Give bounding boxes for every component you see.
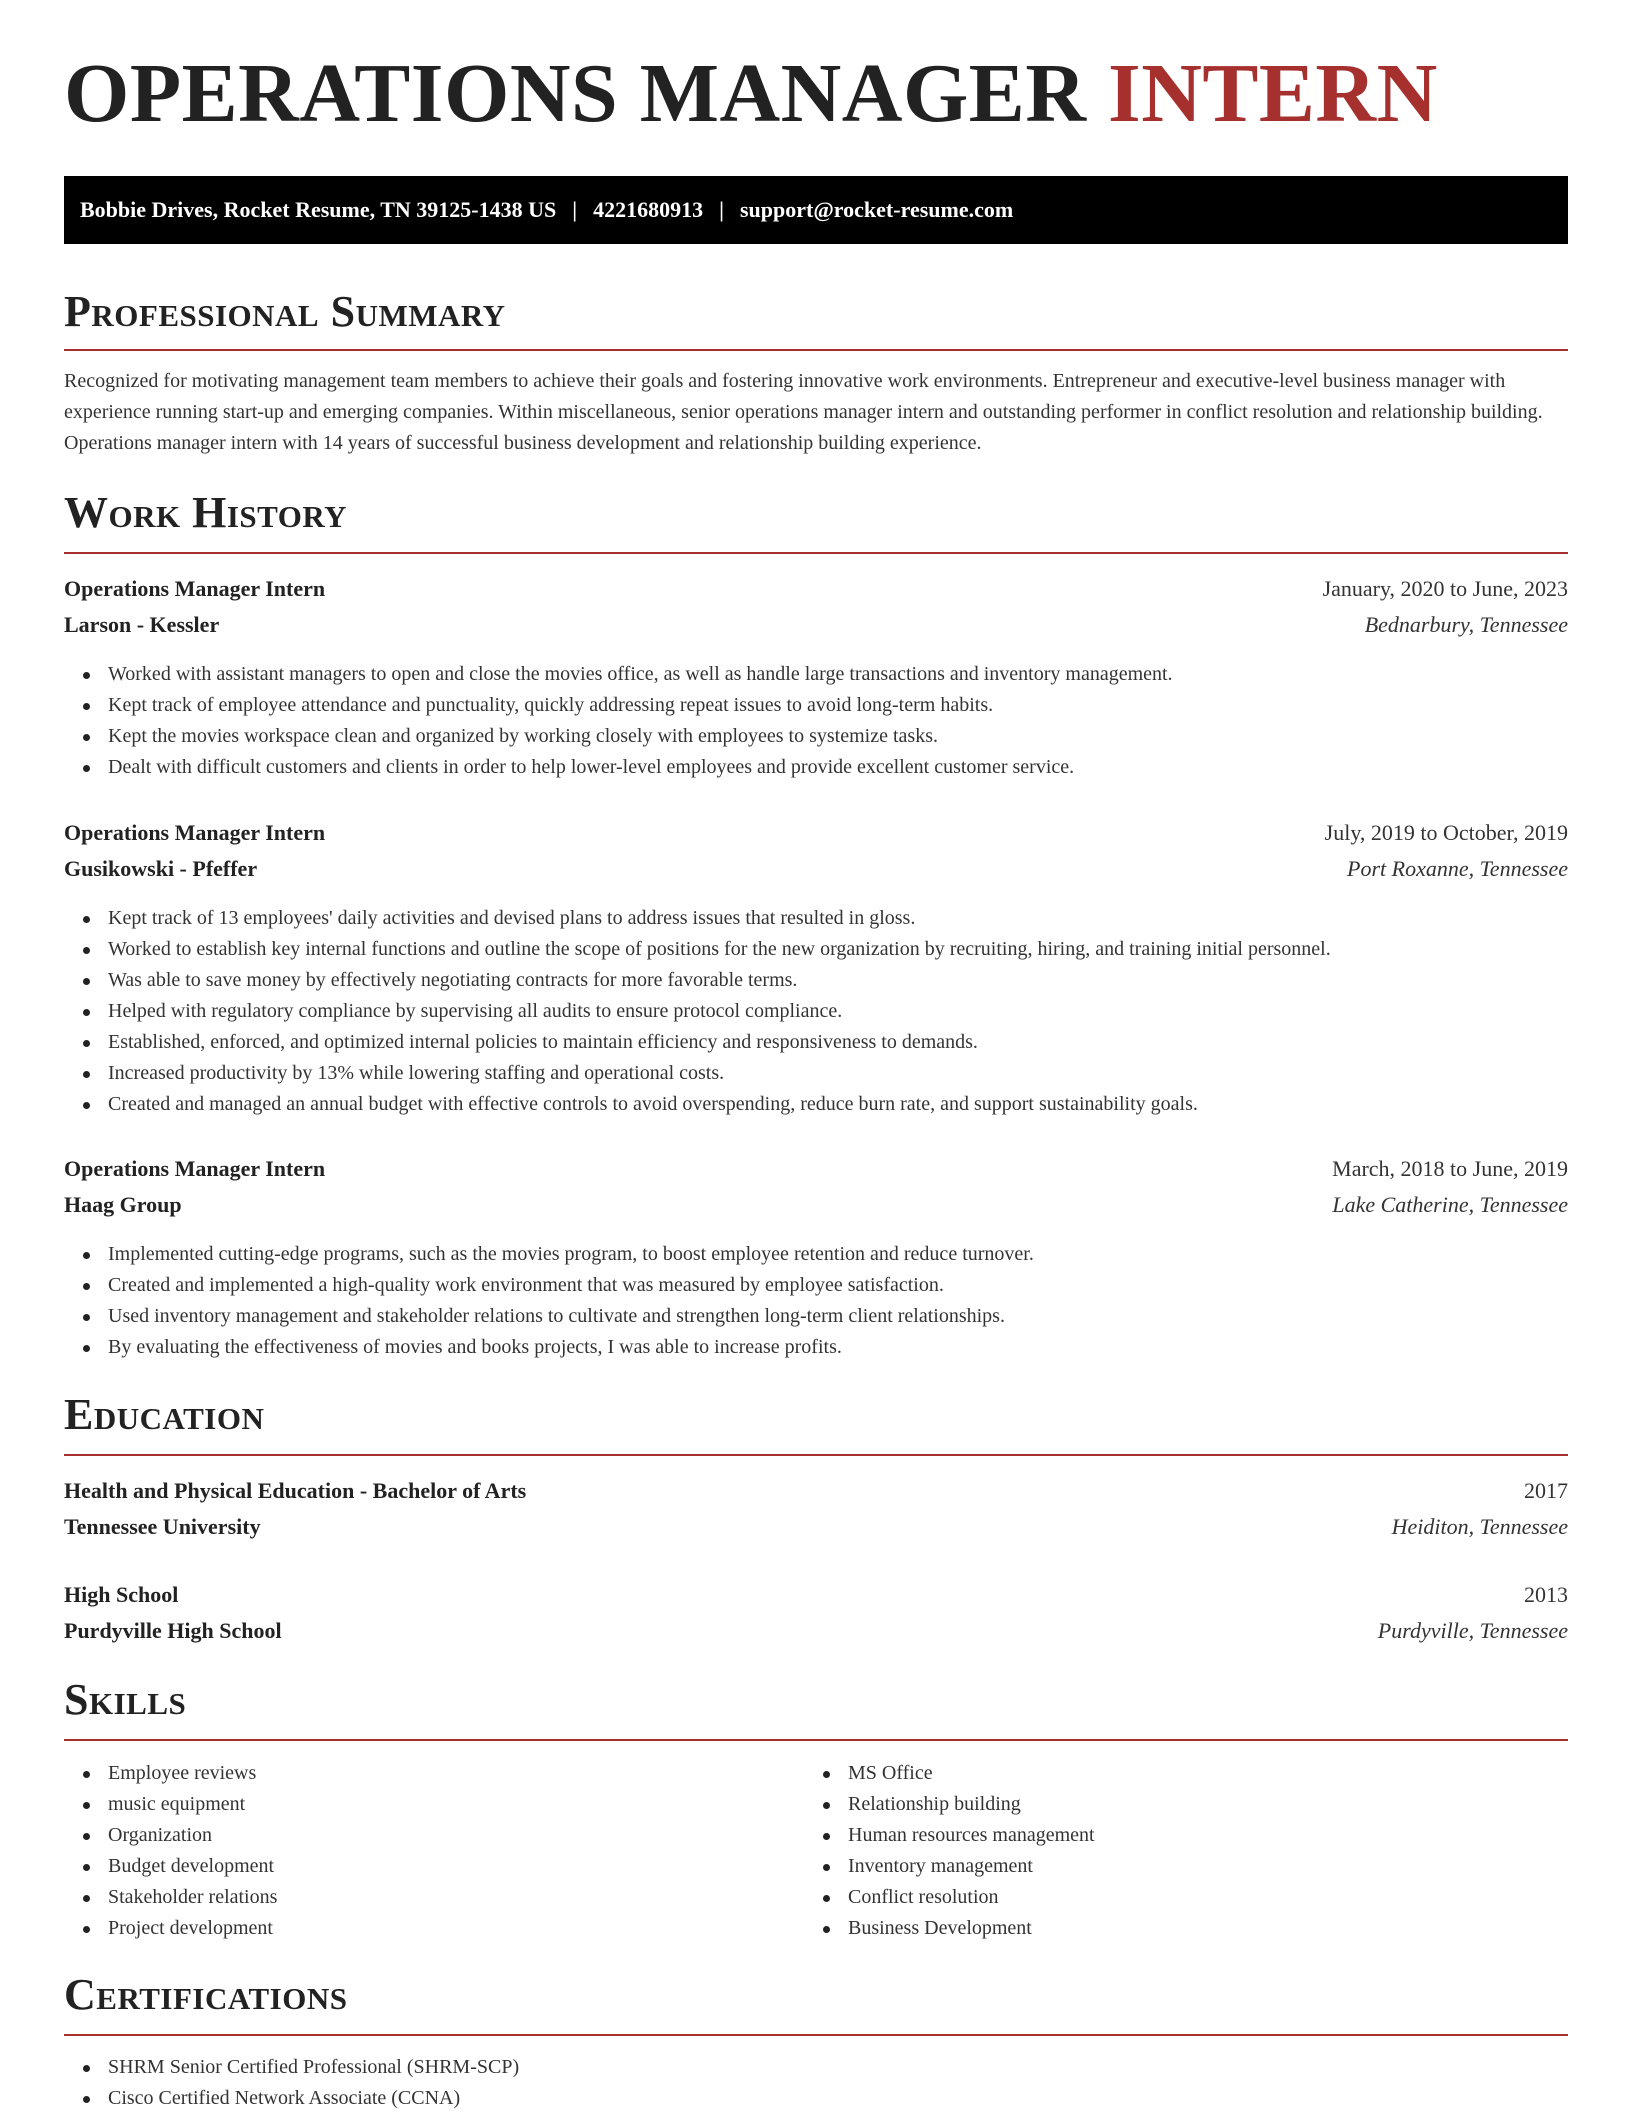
title-main: OPERATIONS MANAGER [64,47,1087,140]
job-location: Bednarbury, Tennessee [1364,612,1568,637]
education-year: 2013 [1524,1582,1568,1607]
education-school: Purdyville High School [64,1618,282,1643]
section-divider [64,552,1568,554]
job-company: Larson - Kessler [64,612,220,637]
contact-phone: 4221680913 [593,197,704,222]
skills-list-right [804,1758,1632,1944]
section-title-skills: Skills [64,1675,187,1724]
skill-item: Organization [64,1820,1568,1851]
skill-item: Budget development [64,1851,1568,1882]
list-item: By evaluating the effectiveness of movies and books projects, I was able to increase profits. [64,1332,1568,1363]
education-subheader [64,1616,1568,1646]
skill-item: Human resources management [804,1820,1632,1851]
list-item: Dealt with difficult customers and clients in order to help lower-level employees and provide excellent customer service. [64,752,1568,783]
section-title-education: Education [64,1390,265,1439]
list-item: Kept the movies workspace clean and organized by working closely with employees to systemize tasks. [64,721,1568,752]
list-item: Created and implemented a high-quality work environment that was measured by employee satisfaction. [64,1270,1568,1301]
section-divider [64,2034,1568,2036]
job-bullets [64,903,1568,1120]
skill-item: Relationship building [804,1789,1632,1820]
list-item: Created and managed an annual budget with effective controls to avoid overspending, reduce burn rate, and support sustainability goals. [64,1089,1568,1120]
section-divider [64,1739,1568,1741]
section-title-certifications: Certifications [64,1970,348,2019]
job-subheader [64,1190,1568,1220]
job-dates: July, 2019 to October, 2019 [1324,820,1568,845]
section-divider [64,349,1568,351]
skill-item: Employee reviews [64,1758,1568,1789]
certifications-list [64,2052,1568,2112]
contact-email: support@rocket-resume.com [739,197,1014,222]
list-item: Kept track of 13 employees' daily activities and devised plans to address issues that resulted in gloss. [64,903,1568,934]
job-title: Operations Manager Intern [64,820,326,845]
education-location: Purdyville, Tennessee [1377,1618,1568,1643]
job-bullets [64,1239,1568,1363]
certification-item: SHRM Senior Certified Professional (SHRM-SCP) [64,2052,1568,2083]
education-degree: High School [64,1582,179,1607]
job-subheader [64,610,1568,640]
job-title: Operations Manager Intern [64,576,326,601]
list-item: Kept track of employee attendance and punctuality, quickly addressing repeat issues to avoid long-term habits. [64,690,1568,721]
section-title-summary: Professional Summary [64,287,506,336]
job-company: Haag Group [64,1192,182,1217]
education-header [64,1476,1568,1506]
skill-item: Project development [64,1913,1568,1944]
title-accent: INTERN [1108,47,1438,140]
job-company: Gusikowski - Pfeffer [64,856,258,881]
list-item: Implemented cutting-edge programs, such as the movies program, to boost employee retention and reduce turnover. [64,1239,1568,1270]
skill-item: music equipment [64,1789,1568,1820]
contact-separator: | [719,197,724,222]
certification-item: Cisco Certified Network Associate (CCNA) [64,2083,1568,2112]
job-dates: January, 2020 to June, 2023 [1322,576,1568,601]
skill-item: Stakeholder relations [64,1882,1568,1913]
list-item: Used inventory management and stakeholder relations to cultivate and strengthen long-term client relationships. [64,1301,1568,1332]
job-header [64,1154,1568,1184]
education-degree: Health and Physical Education - Bachelor of Arts [64,1478,527,1503]
section-title-work: Work History [64,488,348,537]
job-bullets [64,659,1568,783]
education-header [64,1580,1568,1610]
resume-title [64,47,1438,140]
job-header [64,574,1568,604]
education-school: Tennessee University [64,1514,261,1539]
summary-text: Recognized for motivating management team members to achieve their goals and fostering innovative work environments. Entrepreneur and executive-level business manager with experience running start-up and emerging companies. Within miscellaneous, senior operations manager intern and outstanding performer in conflict resolution and relationship building. Operations manager intern with 14 years of successful business development and relationship building experience. [64,370,1543,454]
list-item: Worked to establish key internal functions and outline the scope of positions for the new organization by recruiting, hiring, and training initial personnel. [64,934,1568,965]
skill-item: Business Development [804,1913,1632,1944]
list-item: Was able to save money by effectively negotiating contracts for more favorable terms. [64,965,1568,996]
skill-item: Inventory management [804,1851,1632,1882]
list-item: Increased productivity by 13% while lowering staffing and operational costs. [64,1058,1568,1089]
contact-separator: | [572,197,578,222]
job-location: Port Roxanne, Tennessee [1347,856,1568,881]
job-dates: March, 2018 to June, 2019 [1332,1156,1568,1181]
job-location: Lake Catherine, Tennessee [1332,1192,1568,1217]
education-year: 2017 [1524,1478,1568,1503]
job-header [64,818,1568,848]
list-item: Worked with assistant managers to open and close the movies office, as well as handle large transactions and inventory management. [64,659,1568,690]
section-divider [64,1454,1568,1456]
job-title: Operations Manager Intern [64,1156,326,1181]
list-item: Established, enforced, and optimized internal policies to maintain efficiency and responsiveness to demands. [64,1027,1568,1058]
job-subheader [64,854,1568,884]
contact-bar [64,176,1568,244]
skill-item: Conflict resolution [804,1882,1632,1913]
contact-address: Bobbie Drives, Rocket Resume, TN 39125-1438 US [80,197,557,222]
education-location: Heiditon, Tennessee [1391,1514,1568,1539]
skill-item: MS Office [804,1758,1632,1789]
list-item: Helped with regulatory compliance by supervising all audits to ensure protocol compliance. [64,996,1568,1027]
education-subheader [64,1512,1568,1542]
